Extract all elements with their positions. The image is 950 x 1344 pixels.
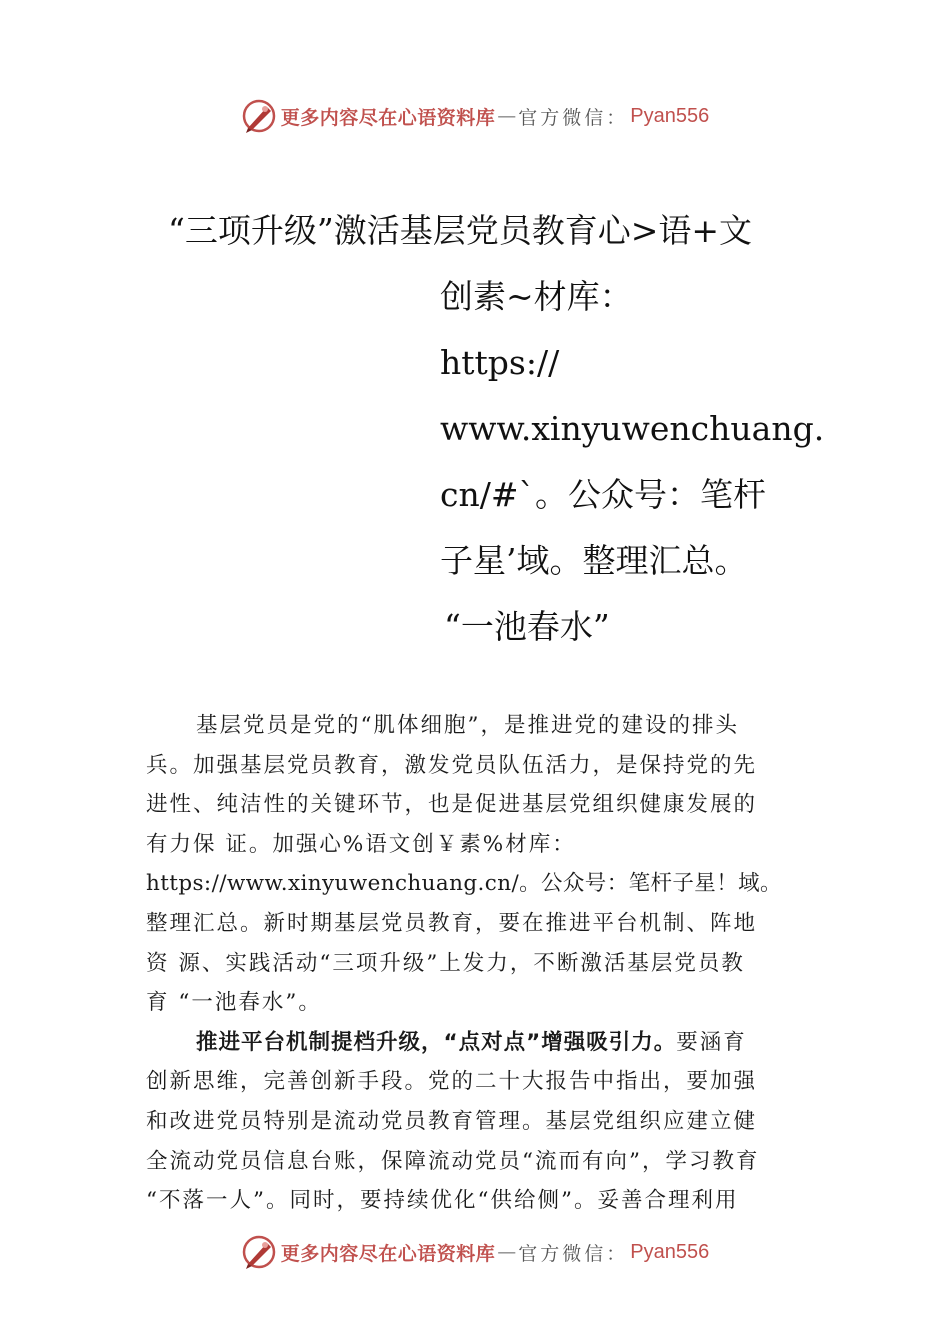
section-heading: 推进平台机制提档升级，“点对点”增强吸引力。 bbox=[196, 1029, 677, 1055]
text-line: 兵。加强基层党员教育，激发党员队伍活力，是保持党的先 bbox=[146, 752, 758, 778]
banner-title: 更多内容尽在心语资料库 bbox=[280, 106, 496, 129]
document-title bbox=[168, 198, 825, 660]
banner-dash: — bbox=[497, 105, 517, 127]
text-run: 要涵育 bbox=[676, 1029, 747, 1055]
footer-banner bbox=[0, 1232, 950, 1272]
text-line: 创新思维，完善创新手段。党的二十大报告中指出，要加强 bbox=[146, 1069, 758, 1095]
text-line: 育 “一池春水”。 bbox=[146, 990, 322, 1016]
title-line: “一池春水” bbox=[444, 607, 610, 646]
text-line: https://www.xinyuwenchuang.cn/。公众号：笔杆子星！域。 bbox=[146, 871, 782, 897]
banner-title: 更多内容尽在心语资料库 bbox=[280, 1242, 496, 1265]
banner-subtitle: 官方微信： bbox=[518, 106, 629, 129]
text-line: 有力保 证。加强心%语文创￥素%材库： bbox=[146, 831, 576, 857]
title-line: https:// bbox=[440, 343, 560, 382]
banner-wechat-id: Pyan556 bbox=[630, 1240, 710, 1263]
text-line bbox=[146, 1023, 816, 1063]
banner-wechat-id: Pyan556 bbox=[630, 104, 710, 127]
text-line: 全流动党员信息台账，保障流动党员“流而有向”，学习教育 bbox=[146, 1148, 760, 1174]
paragraph-1 bbox=[146, 706, 816, 1023]
banner-subtitle: 官方微信： bbox=[518, 1242, 629, 1265]
banner-dash: — bbox=[497, 1241, 517, 1263]
title-line: 子星’域。整理汇总。 bbox=[440, 541, 748, 580]
text-line: 资 源、实践活动“三项升级”上发力，不断激活基层党员教 bbox=[146, 950, 745, 976]
title-line: cn/#`。公众号：笔杆 bbox=[440, 475, 767, 514]
title-line: “三项升级”激活基层党员教育心>语+文 bbox=[168, 211, 753, 250]
paragraph-2 bbox=[146, 1023, 816, 1221]
text-line: 进性、纯洁性的关键环节，也是促进基层党组织健康发展的 bbox=[146, 792, 758, 818]
text-line: 整理汇总。新时期基层党员教育，要在推进平台机制、阵地 bbox=[146, 910, 758, 936]
pen-circle-logo-icon bbox=[241, 98, 277, 134]
header-banner bbox=[0, 96, 950, 136]
pen-circle-logo-icon bbox=[241, 1234, 277, 1270]
text-line: 和改进党员特别是流动党员教育管理。基层党组织应建立健 bbox=[146, 1108, 758, 1134]
title-line: www.xinyuwenchuang. bbox=[440, 409, 825, 448]
document-body bbox=[146, 706, 816, 1221]
text-line: 基层党员是党的“肌体细胞”，是推进党的建设的排头 bbox=[196, 713, 739, 738]
title-line: 创素~材库： bbox=[440, 277, 633, 316]
text-line: “不落一人”。同时，要持续优化“供给侧”。妥善合理利用 bbox=[146, 1188, 739, 1214]
